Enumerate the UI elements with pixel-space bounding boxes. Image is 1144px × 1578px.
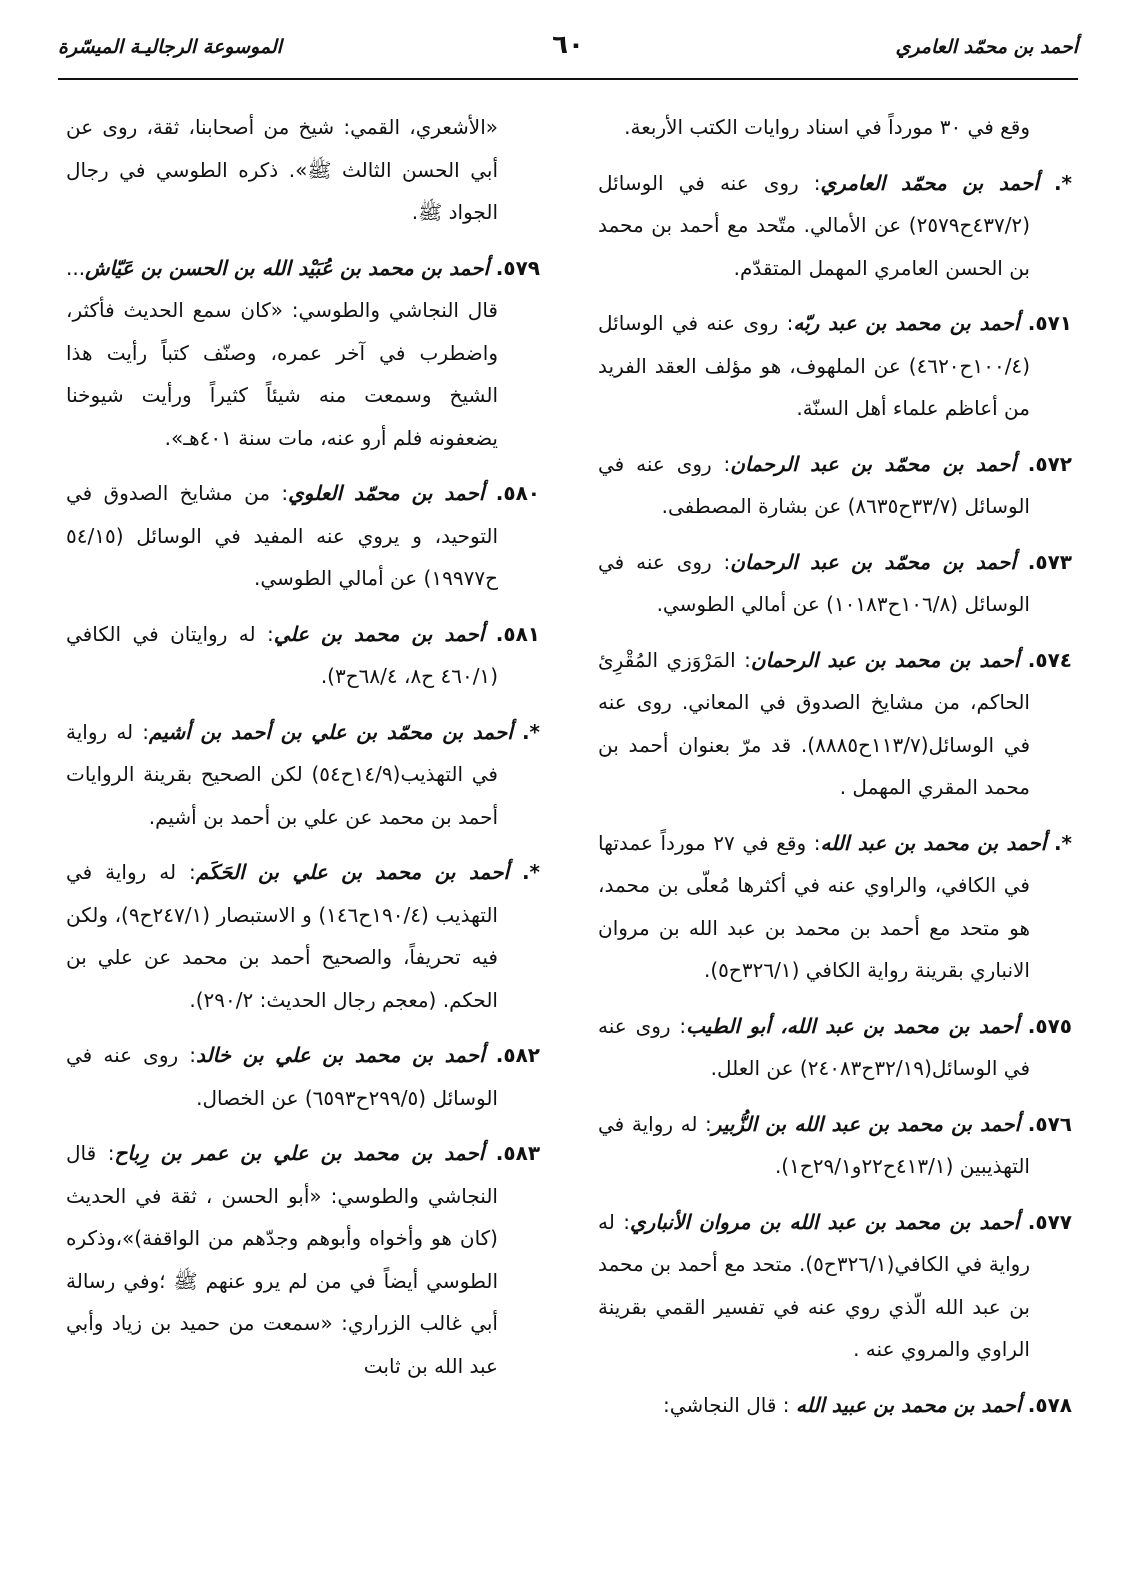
entry bbox=[598, 639, 1072, 809]
entry bbox=[598, 1201, 1072, 1371]
entry-name: أحمد بن محمد بن عبد ربّه bbox=[793, 311, 1020, 335]
entry-number: ٥٨٣. bbox=[495, 1141, 540, 1165]
entry-text: : روى عنه في الوسائل (٢٩٩/٥ح٦٥٩٣) عن الخصال. bbox=[66, 1043, 498, 1110]
running-head-book-title: الموسوعة الرجاليـة الميسّرة bbox=[58, 36, 282, 58]
entry-text: : له روايتان في الكافي (٤٦٠/١ ح٨، ٦٨/٤ح٣). bbox=[66, 621, 498, 688]
entry-name: أحمد بن محمد بن علي بن الحَكَم bbox=[195, 860, 510, 884]
entry-name: أحمد بن محمد بن عبد الله بن الزُّبير bbox=[711, 1111, 1021, 1136]
entry-name: أحمد بن محمد بن عبد الله bbox=[820, 830, 1047, 855]
entry bbox=[598, 1005, 1072, 1090]
entry-text: ... قال النجاشي والطوسي: «كان سمع الحديث فأكثر، واضطرب في آخر عمره، وصنّف كتباً رأيت هذا الشيخ وسمعت منه شيئاً كثيراً ورأيت شيوخنا يضعفونه فلم أرو عنه، مات سنة ٤٠١هـ». bbox=[66, 255, 498, 450]
entry bbox=[598, 1384, 1072, 1427]
entry-text: : روى عنه في الوسائل(٣٢/١٩ح٢٤٠٨٣) عن العلل. bbox=[598, 1013, 1030, 1080]
entry-text: : قال النجاشي: bbox=[662, 1392, 796, 1417]
entry bbox=[66, 711, 540, 839]
page-number: ٦٠ bbox=[552, 30, 584, 60]
entry-name: أحمد بن محمّد بن علي بن أحمد بن أشيم bbox=[149, 719, 513, 744]
entry bbox=[598, 541, 1072, 626]
entry-number: ٥٧٧. bbox=[1027, 1209, 1072, 1234]
entry-number: ٥٧٦. bbox=[1027, 1111, 1072, 1136]
right-column bbox=[598, 106, 1072, 1542]
entry bbox=[598, 162, 1072, 290]
entry-number: ٥٨٠. bbox=[495, 481, 540, 505]
entry bbox=[598, 1103, 1072, 1188]
entry-text: وقع في ٣٠ مورداً في اسناد روايات الكتب الأربعة. bbox=[624, 115, 1030, 139]
entry-text: : المَرْوَزي المُقْرِئ الحاكم، من مشايخ الصدوق في المعاني. روى عنه في الوسائل(١١٣/٧ح٨٨٨٥). قد مرّ بعنوان أحمد بن محمد المقري المهمل . bbox=[598, 647, 1031, 799]
entry-number: *. bbox=[1053, 830, 1072, 855]
entry bbox=[598, 822, 1072, 992]
entry-text: : روى عنه في الوسائل (٣٣/٧ح٨٦٣٥) عن بشارة المصطفى. bbox=[598, 451, 1030, 518]
entry-number: ٥٧١. bbox=[1027, 311, 1072, 335]
entry-text: : وقع في ٢٧ مورداً عمدتها في الكافي، والراوي عنه في أكثرها مُعلّى بن محمد، هو متحد مع أحمد بن محمد بن عبد الله بن مروان الانباري بقرينة رواية الكافي (٣٢٦/١ح٥). bbox=[598, 830, 1030, 982]
entry bbox=[66, 613, 540, 698]
entry bbox=[66, 851, 540, 1021]
entry-number: ٥٧٥. bbox=[1027, 1013, 1072, 1038]
page-header bbox=[58, 30, 1078, 80]
entry bbox=[598, 106, 1072, 149]
entry-number: *. bbox=[1053, 170, 1072, 195]
entry-number: *. bbox=[521, 719, 540, 744]
entry-number: ٥٧٣. bbox=[1027, 549, 1072, 574]
entry-name: أحمد بن محمد بن عبد الرحمان bbox=[750, 647, 1020, 672]
entry bbox=[66, 472, 540, 600]
entry bbox=[598, 443, 1072, 528]
entry-text: : روى عنه في الوسائل (١٠٦/٨ح١٠١٨٣) عن أمالي الطوسي. bbox=[598, 549, 1030, 616]
entry-number: ٥٧٢. bbox=[1027, 451, 1072, 476]
running-head-entry: أحمد بن محمّد العامري bbox=[895, 36, 1078, 58]
entry-number: ٥٨١. bbox=[495, 621, 540, 646]
entry-text: : قال النجاشي والطوسي: «أبو الحسن ، ثقة في الحديث (كان هو وأخواه وأبوهم وجدّهم من الواقفة)»،وذكره الطوسي أيضاً في من لم يرو عنهم ﷺ ؛وفي رسالة أبي غالب الزراري: «سمعت من حميد بن زياد وأبي عبد الله بن ثابت bbox=[66, 1141, 498, 1378]
entry bbox=[66, 106, 540, 234]
entry bbox=[66, 1132, 540, 1387]
entry-number: ٥٧٨. bbox=[1027, 1392, 1072, 1417]
entry-name: أحمد بن محمد بن علي بن عمر بن رِباح bbox=[114, 1141, 485, 1165]
entry bbox=[598, 302, 1072, 430]
entry-text: : روى عنه في الوسائل (١٠٠/٤ح٤٦٢٠) عن الملهوف، هو مؤلف العقد الفريد من أعاظم علماء أهل السنّة. bbox=[598, 311, 1030, 420]
entry bbox=[66, 1034, 540, 1119]
entry-number: *. bbox=[521, 860, 540, 884]
entry-text: «الأشعري، القمي: شيخ من أصحابنا، ثقة، روى عن أبي الحسن الثالث ﷺ». ذكره الطوسي في رجال الجواد ﷺ. bbox=[66, 115, 498, 224]
entry-text: : له رواية في التهذيبين (٤١٣/١ح٢٢و٢٩/١ح١). bbox=[598, 1111, 1030, 1178]
entry-name: أحمد بن محمّد العامري bbox=[820, 170, 1039, 195]
entry-name: أحمد بن محمّد بن عبد الرحمان bbox=[730, 549, 1016, 574]
entry-name: أحمد بن محمد بن عبد الله، أبو الطيب bbox=[686, 1013, 1019, 1038]
entry-name: أحمد بن محمّد بن عبد الرحمان bbox=[730, 451, 1016, 476]
entry-text: : له رواية في التهذيب (١٩٠/٤ح١٤٦) و الاستبصار (٢٤٧/١ح٩)، ولكن فيه تحريفاً، والصحيح أحمد بن محمد عن علي بن الحكم. (معجم رجال الحديث: ٢٩٠/٢). bbox=[66, 860, 498, 1012]
entry-name: أحمد بن محمد بن عبد الله بن مروان الأنباري bbox=[629, 1209, 1020, 1234]
entry-text: : من مشايخ الصدوق في التوحيد، و يروي عنه المفيد في الوسائل (٥٤/١٥ ح١٩٩٧٧) عن أمالي الطوسي. bbox=[66, 481, 498, 590]
entry-number: ٥٧٩. bbox=[495, 255, 540, 280]
entry bbox=[66, 247, 540, 460]
entry-text: : له رواية في الكافي(٣٢٦/١ح٥). متحد مع أحمد بن محمد بن عبد الله الّذي روي عنه في تفسير القمي بقرينة الراوي والمروي عنه . bbox=[598, 1209, 1030, 1361]
entry-number: ٥٧٤. bbox=[1027, 647, 1072, 672]
entry-text: : روى عنه في الوسائل (٤٣٧/٢ح٢٥٧٩) عن الأمالي. متّحد مع أحمد بن محمد بن الحسن العامري المهمل المتقدّم. bbox=[598, 170, 1030, 280]
entry-number: ٥٨٢. bbox=[495, 1043, 540, 1067]
entry-name: أحمد بن محمد بن عبيد الله bbox=[795, 1392, 1022, 1417]
left-column bbox=[66, 106, 540, 1542]
entry-name: أحمد بن محمد بن علي bbox=[273, 621, 485, 646]
entry-name: أحمد بن محمد بن عُبَيْد الله بن الحسن بن عَيّاش bbox=[85, 255, 490, 280]
entry-name: أحمد بن محمّد العلوي bbox=[288, 481, 485, 505]
entry-name: أحمد بن محمد بن علي بن خالد bbox=[196, 1043, 485, 1067]
entry-text: : له رواية في التهذيب(١٤/٩ح٥٤) لكن الصحيح بقرينة الروايات أحمد بن محمد عن علي بن أحمد بن أشيم. bbox=[66, 719, 498, 829]
